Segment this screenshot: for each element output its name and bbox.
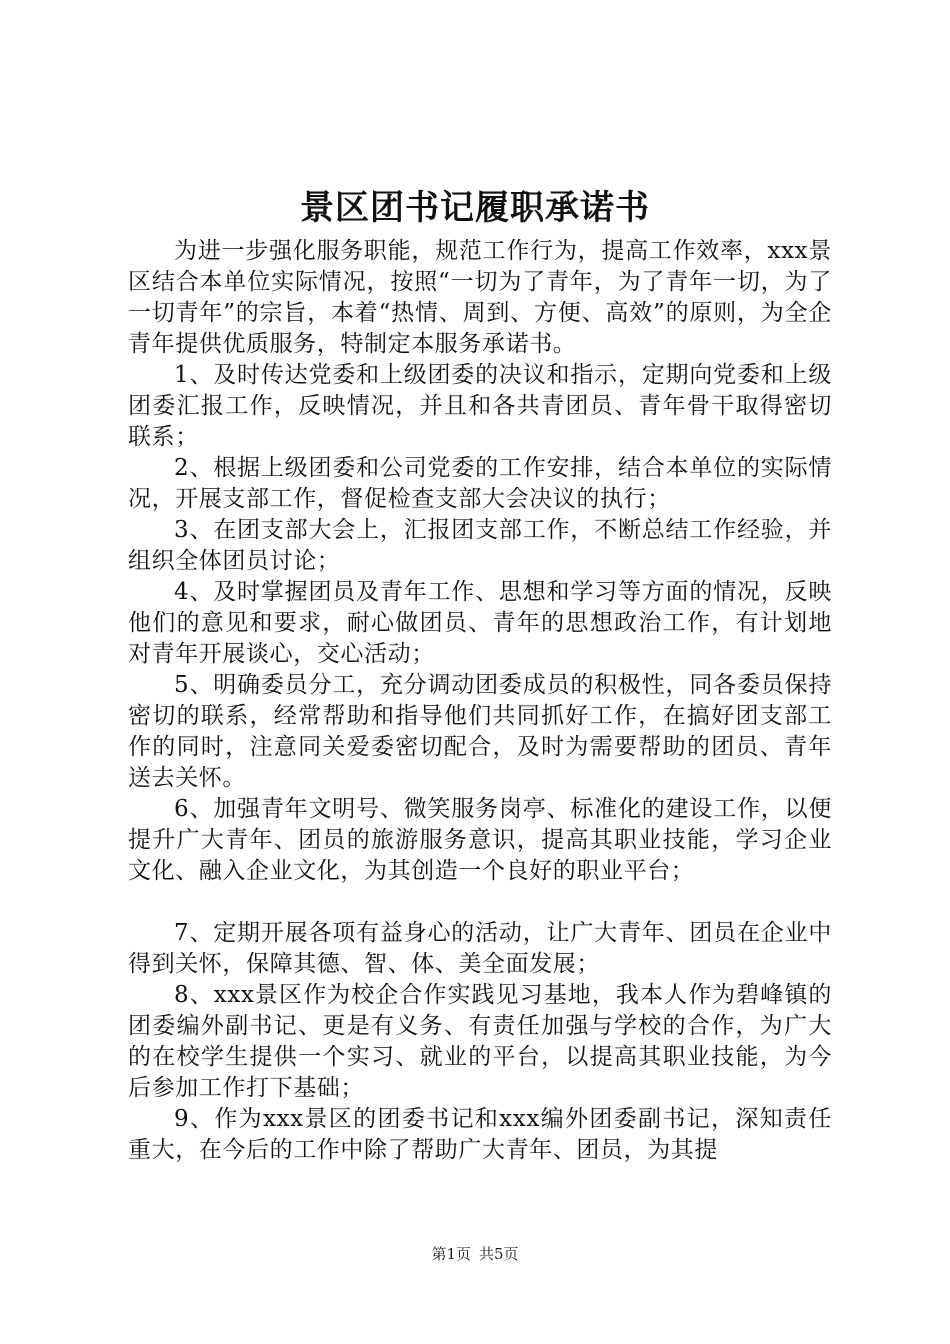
page-footer <box>0 1244 950 1264</box>
commitment-item-3: 3、在团支部大会上，汇报团支部工作，不断总结工作经验，并组织全体团员讨论； <box>128 517 832 574</box>
page-total: 共5页 <box>479 1245 519 1263</box>
commitment-item-8: 8、xxx景区作为校企合作实践见习基地，我本人作为碧峰镇的团委编外副书记、更是有义务、有责任加强与学校的合作，为广大的在校学生提供一个实习、就业的平台，以提高其职业技能，为今后参加工作打下基础； <box>128 982 832 1101</box>
commitment-item-2: 2、根据上级团委和公司党委的工作安排，结合本单位的实际情况，开展支部工作，督促检查支部大会决议的执行； <box>128 455 832 512</box>
commitment-item-9: 9、作为xxx景区的团委书记和xxx编外团委副书记，深知责任重大，在今后的工作中除了帮助广大青年、团员，为其提 <box>128 1106 832 1163</box>
commitment-item-1: 1、及时传达党委和上级团委的决议和指示，定期向党委和上级团委汇报工作，反映情况，并且和各共青团员、青年骨干取得密切联系； <box>128 362 832 450</box>
document-title: 景区团书记履职承诺书 <box>300 188 650 228</box>
commitment-item-7: 7、定期开展各项有益身心的活动，让广大青年、团员在企业中得到关怀，保障其德、智、体、美全面发展； <box>128 920 832 977</box>
document-body <box>128 236 832 1166</box>
commitment-item-4: 4、及时掌握团员及青年工作、思想和学习等方面的情况，反映他们的意见和要求，耐心做团员、青年的思想政治工作，有计划地对青年开展谈心，交心活动； <box>128 579 832 667</box>
commitment-item-5: 5、明确委员分工，充分调动团委成员的积极性，同各委员保持密切的联系，经常帮助和指导他们共同抓好工作，在搞好团支部工作的同时，注意同关爱委密切配合，及时为需要帮助的团员、青年送去关怀。 <box>128 672 832 791</box>
intro-paragraph: 为进一步强化服务职能，规范工作行为，提高工作效率，xxx景区结合本单位实际情况，按照“一切为了青年，为了青年一切，为了一切青年”的宗旨，本着“热情、周到、方便、高效”的原则，为全企青年提供优质服务，特制定本服务承诺书。 <box>128 238 832 357</box>
page-number: 第1页 <box>431 1245 471 1263</box>
commitment-item-6: 6、加强青年文明号、微笑服务岗亭、标准化的建设工作，以便提升广大青年、团员的旅游服务意识，提高其职业技能，学习企业文化、融入企业文化，为其创造一个良好的职业平台； <box>128 796 832 884</box>
